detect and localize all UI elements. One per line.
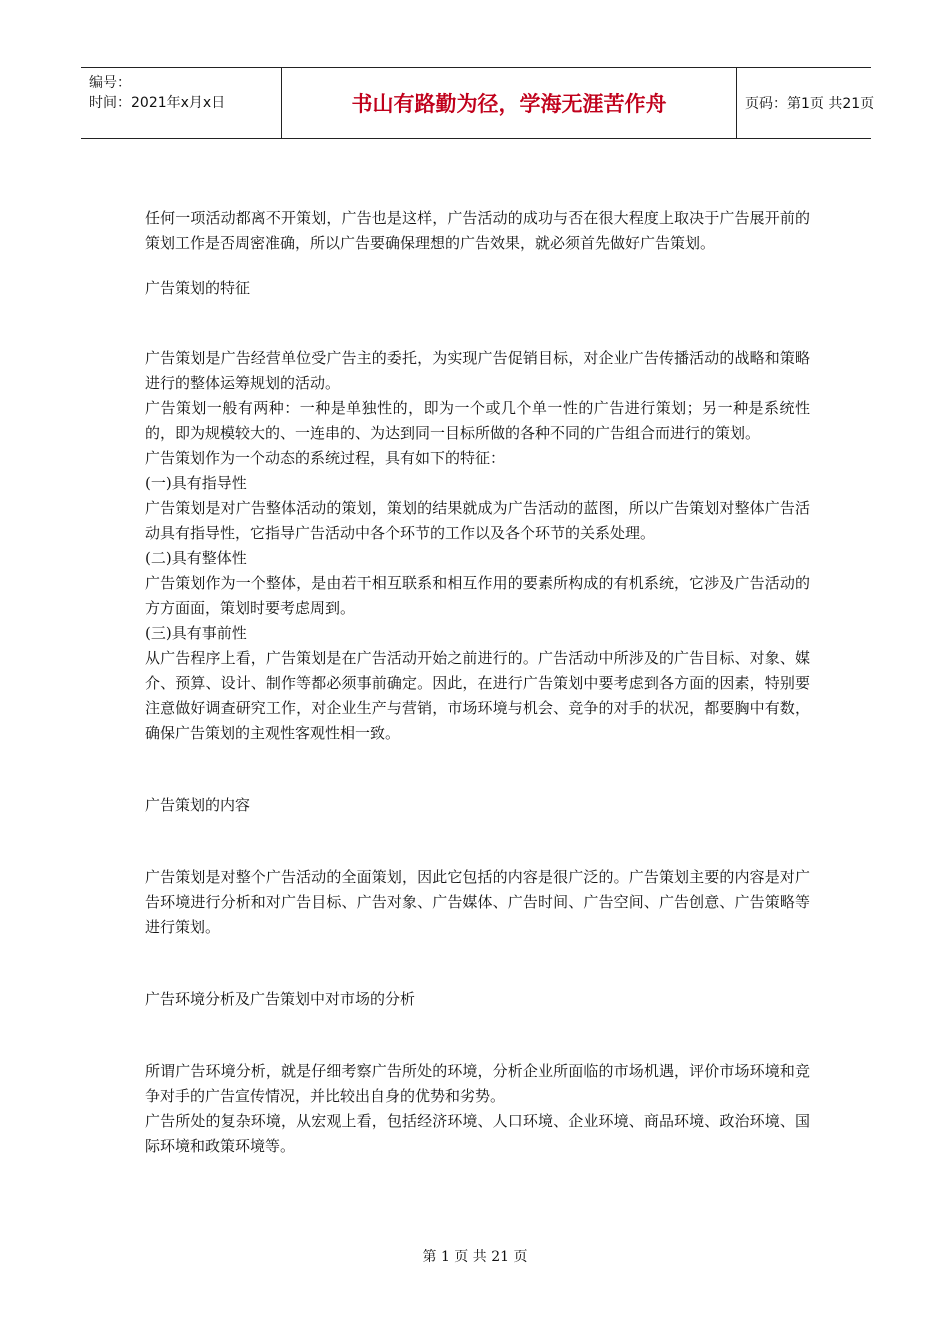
- section-heading-features: 广告策划的特征: [145, 279, 251, 297]
- body-paragraph: 广告策划是对广告整体活动的策划，策划的结果就成为广告活动的蓝图，所以广告策划对整体广告活动具有指导性，它指导广告活动中各个环节的工作以及各个环节的关系处理。: [145, 499, 810, 542]
- body-paragraph: 广告策划是对整个广告活动的全面策划，因此它包括的内容是很广泛的。广告策划主要的内容是对广告环境进行分析和对广告目标、广告对象、广告媒体、广告时间、广告空间、广告创意、广告策略等进行策划。: [145, 868, 810, 936]
- document-number-label: 编号：: [89, 75, 131, 91]
- page-footer: 第 1 页 共 21 页: [422, 1249, 528, 1265]
- header-page-info: 页码：第1页 共21页: [745, 96, 875, 112]
- body-paragraph: 从广告程序上看，广告策划是在广告活动开始之前进行的。广告活动中所涉及的广告目标、对象、媒介、预算、设计、制作等都必须事前确定。因此，在进行广告策划中要考虑到各方面的因素，特别要注意做好调查研究工作，对企业生产与营销，市场环境与机会、竞争的对手的状况，都要胸中有数，确保广告策划的主观性客观性相一致。: [145, 649, 810, 742]
- subheading-advance: (三)具有事前性: [145, 624, 247, 642]
- body-paragraph: 广告策划作为一个动态的系统过程，具有如下的特征：: [145, 449, 506, 467]
- page-header: [81, 67, 875, 139]
- intro-paragraph: 任何一项活动都离不开策划，广告也是这样，广告活动的成功与否在很大程度上取决于广告展开前的策划工作是否周密准确，所以广告要确保理想的广告效果，就必须首先做好广告策划。: [145, 209, 810, 252]
- section-heading-content: 广告策划的内容: [145, 796, 251, 814]
- document-date: 时间：2021年x月x日: [89, 95, 226, 111]
- body-paragraph: 所谓广告环境分析，就是仔细考察广告所处的环境，分析企业所面临的市场机遇，评价市场环境和竞争对手的广告宣传情况，并比较出自身的优势和劣势。: [145, 1062, 810, 1105]
- header-meta: [81, 68, 281, 138]
- subheading-guidance: (一)具有指导性: [145, 474, 247, 492]
- subheading-integrity: (二)具有整体性: [145, 549, 247, 567]
- body-paragraph: 广告策划作为一个整体，是由若干相互联系和相互作用的要素所构成的有机系统，它涉及广告活动的方方面面，策划时要考虑周到。: [145, 574, 810, 617]
- header-motto: 书山有路勤为径，学海无涯苦作舟: [281, 68, 737, 138]
- section-heading-environment: 广告环境分析及广告策划中对市场的分析: [145, 990, 416, 1008]
- body-paragraph: 广告所处的复杂环境，从宏观上看，包括经济环境、人口环境、企业环境、商品环境、政治环境、国际环境和政策环境等。: [145, 1112, 810, 1155]
- document-body: [145, 206, 810, 1159]
- body-paragraph: 广告策划一般有两种：一种是单独性的，即为一个或几个单一性的广告进行策划；另一种是系统性的，即为规模较大的、一连串的、为达到同一目标所做的各种不同的广告组合而进行的策划。: [145, 399, 810, 442]
- body-paragraph: 广告策划是广告经营单位受广告主的委托，为实现广告促销目标，对企业广告传播活动的战略和策略进行的整体运筹规划的活动。: [145, 349, 810, 392]
